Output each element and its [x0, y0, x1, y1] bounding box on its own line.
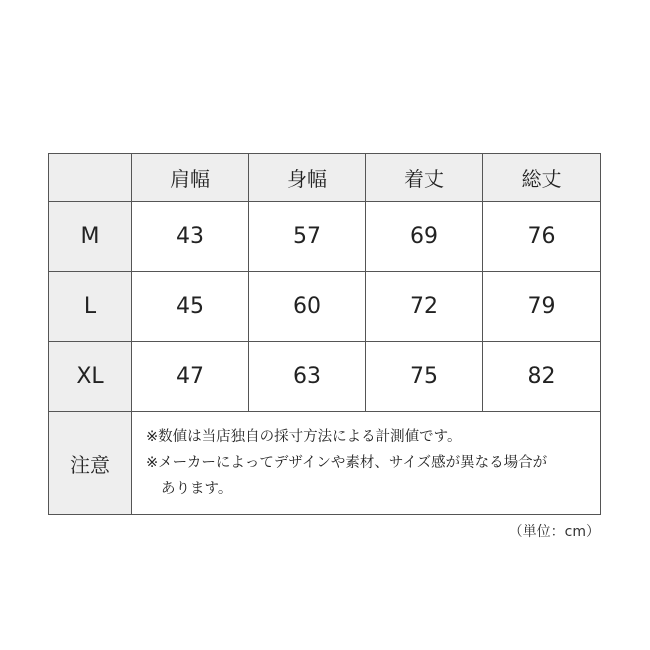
size-label-xl: XL	[49, 342, 132, 412]
table-cell: 60	[249, 272, 366, 342]
header-row	[49, 154, 601, 202]
table-row	[49, 202, 601, 272]
table-cell: 76	[483, 202, 601, 272]
corner-cell	[49, 154, 132, 202]
size-chart-table	[48, 153, 601, 515]
table-cell: 69	[366, 202, 483, 272]
note-label: 注意	[49, 412, 132, 515]
note-line-3: あります。	[161, 481, 233, 497]
size-label-m: M	[49, 202, 132, 272]
table-cell: 47	[132, 342, 249, 412]
unit-label: （単位：cm）	[508, 524, 600, 540]
table-cell: 82	[483, 342, 601, 412]
note-text	[132, 412, 601, 515]
table-cell: 43	[132, 202, 249, 272]
table-cell: 72	[366, 272, 483, 342]
note-row	[49, 412, 601, 515]
header-length: 着丈	[366, 154, 483, 202]
table-row	[49, 272, 601, 342]
note-line-2: ※メーカーによってデザインや素材、サイズ感が異なる場合が	[146, 455, 548, 471]
size-label-l: L	[49, 272, 132, 342]
header-body-width: 身幅	[249, 154, 366, 202]
table-cell: 45	[132, 272, 249, 342]
table-cell: 63	[249, 342, 366, 412]
note-line-1: ※数値は当店独自の採寸方法による計測値です。	[146, 429, 462, 445]
header-total-length: 総丈	[483, 154, 601, 202]
table-cell: 79	[483, 272, 601, 342]
header-shoulder-width: 肩幅	[132, 154, 249, 202]
table-cell: 75	[366, 342, 483, 412]
table-row	[49, 342, 601, 412]
table-cell: 57	[249, 202, 366, 272]
